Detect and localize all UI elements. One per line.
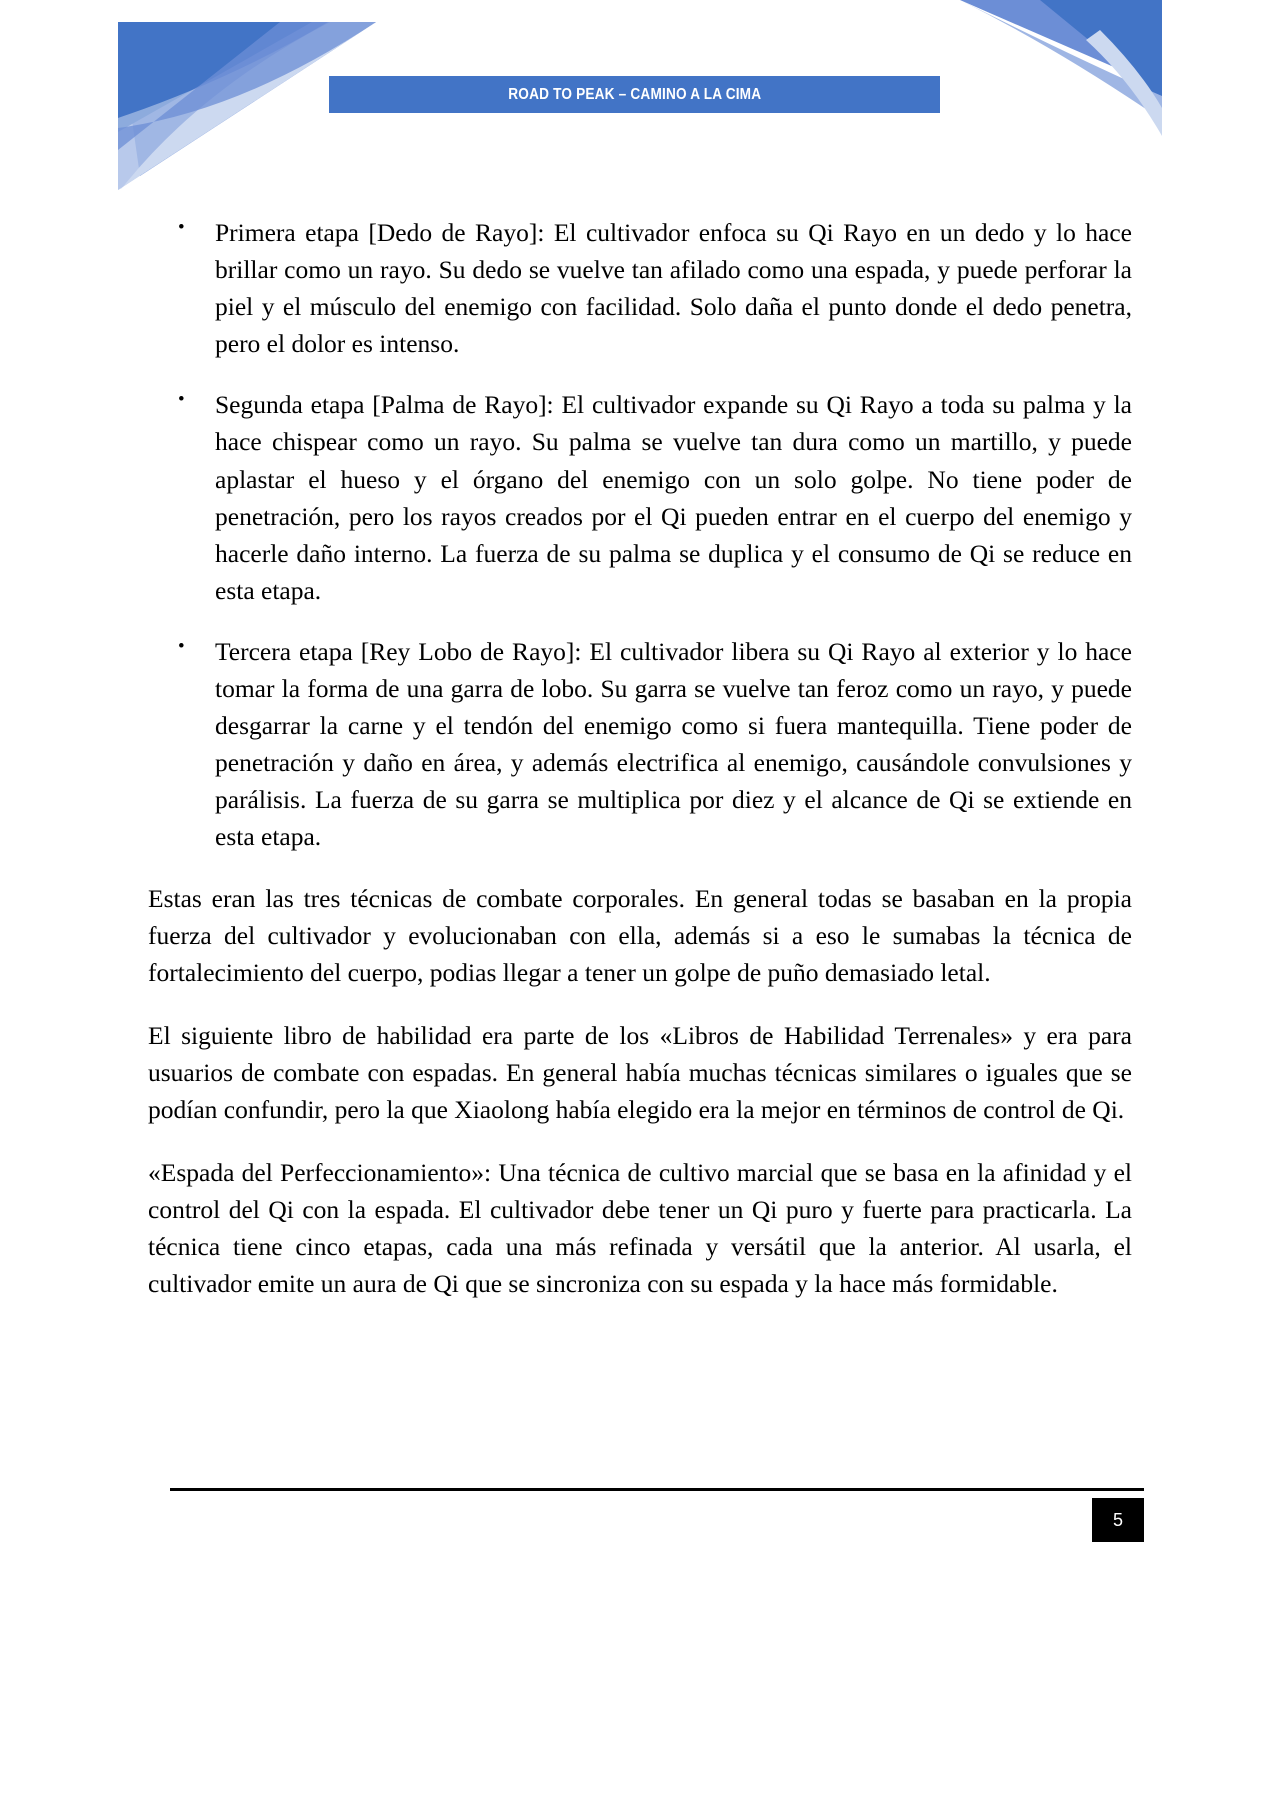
list-item-text: Primera etapa [Dedo de Rayo]: El cultivador enfoca su Qi Rayo en un dedo y lo hace brillar como un rayo. Su dedo se vuelve tan afilado como una espada, y puede perforar la piel y el músculo del enemigo con facilidad. Solo daña el punto donde el dedo penetra, pero el dolor es intenso. bbox=[215, 218, 1132, 359]
header-title-text: ROAD TO PEAK – CAMINO A LA CIMA bbox=[507, 85, 761, 103]
body-paragraph: «Espada del Perfeccionamiento»: Una técnica de cultivo marcial que se basa en la afinidad y el control del Qi con la espada. El cultivador debe tener un Qi puro y fuerte para practicarla. La técnica tiene cinco etapas, cada una más refinada y versátil que la anterior. Al usarla, el cultivador emite un aura de Qi que se sincroniza con su espada y la hace más formidable. bbox=[148, 1158, 1132, 1299]
page-number-text: 5 bbox=[1112, 1509, 1123, 1530]
document-content bbox=[148, 214, 1132, 1302]
document-page bbox=[80, 0, 1200, 1583]
list-item bbox=[148, 386, 1132, 609]
page-number-badge bbox=[1092, 1498, 1144, 1542]
body-paragraph: El siguiente libro de habilidad era parte de los «Libros de Habilidad Terrenales» y era para usuarios de combate con espadas. En general había muchas técnicas similares o iguales que se podían confundir, pero la que Xiaolong había elegido era la mejor en términos de control de Qi. bbox=[148, 1020, 1132, 1124]
list-item bbox=[148, 633, 1132, 856]
header-title-banner bbox=[329, 76, 940, 113]
bullet-marker-icon: • bbox=[178, 389, 185, 411]
footer-divider bbox=[170, 1488, 1144, 1491]
bullet-marker-icon: • bbox=[178, 217, 185, 238]
list-item bbox=[148, 214, 1132, 362]
list-item-text: Segunda etapa [Palma de Rayo]: El cultivador expande su Qi Rayo a toda su palma y la hace chispear como un rayo. Su palma se vuelve tan dura como un martillo, y puede aplastar el hueso y el órgano del enemigo con un solo golpe. No tiene poder de penetración, pero los rayos creados por el Qi pueden entrar en el cuerpo del enemigo y hacerle daño interno. La fuerza de su palma se duplica y el consumo de Qi se reduce en esta etapa. bbox=[215, 390, 1132, 605]
technique-stage-list bbox=[148, 214, 1132, 856]
bullet-marker-icon: • bbox=[178, 635, 185, 657]
triangle-corner-decoration-right bbox=[960, 0, 1162, 136]
list-item-text: Tercera etapa [Rey Lobo de Rayo]: El cultivador libera su Qi Rayo al exterior y lo hace tomar la forma de una garra de lobo. Su garra se vuelve tan feroz como un rayo, y puede desgarrar la carne y el tendón del enemigo como si fuera mantequilla. Tiene poder de penetración y daño en área, y además electrifica al enemigo, causándole convulsiones y parálisis. La fuerza de su garra se multiplica por diez y el alcance de Qi se extiende en esta etapa. bbox=[215, 636, 1132, 852]
body-paragraph: Estas eran las tres técnicas de combate corporales. En general todas se basaban en la propia fuerza del cultivador y evolucionaban con ella, además si a eso le sumabas la técnica de fortalecimiento del cuerpo, podias llegar a tener un golpe de puño demasiado letal. bbox=[148, 883, 1132, 987]
